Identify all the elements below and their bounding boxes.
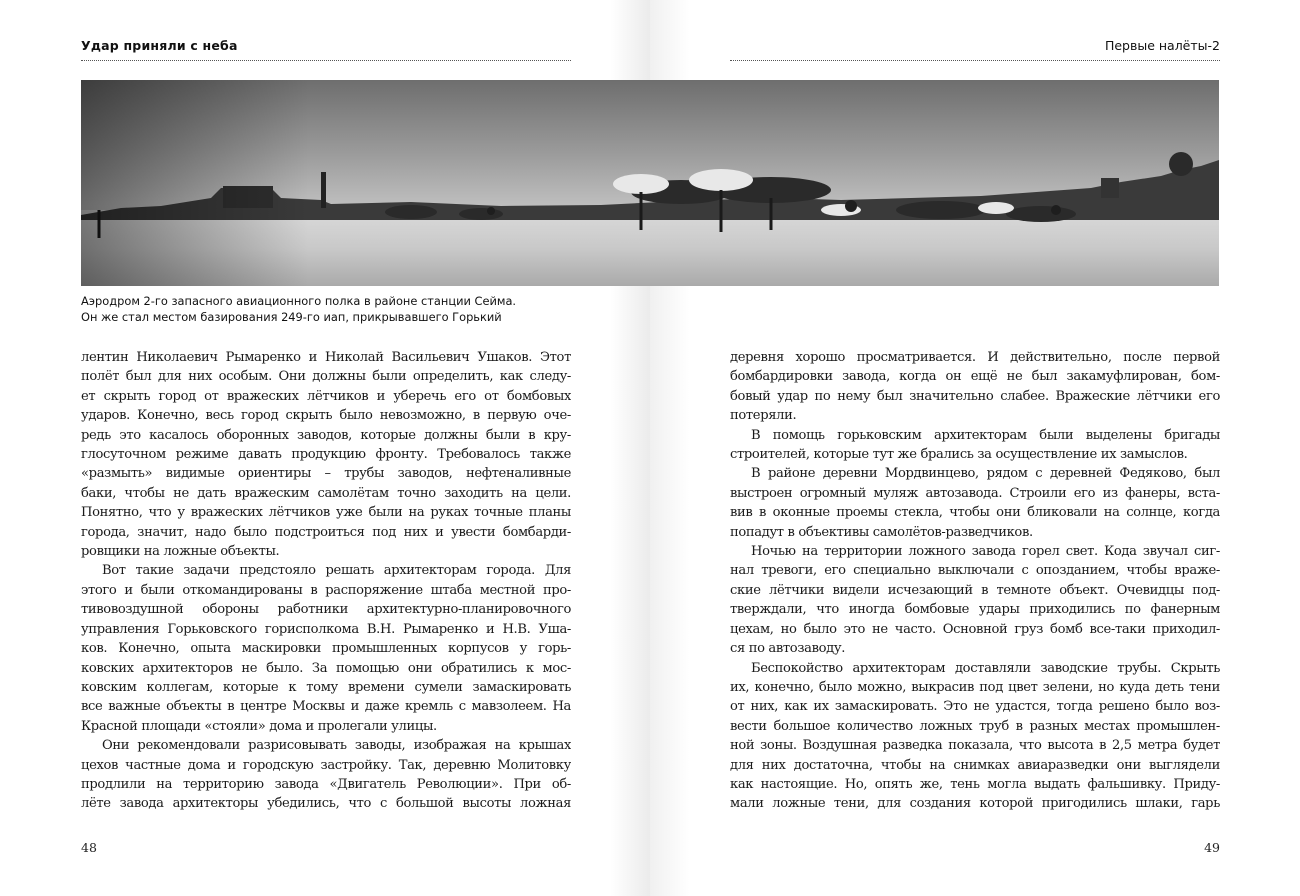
text-line: бовый удар по нему был значительно слабее. Вражеские лётчики его (730, 388, 1220, 404)
text-line: Ночью на территории ложного завода горел свет. Кода звучал сиг- (751, 544, 1220, 560)
text-line: ков. Конечно, опыта маскировки промышленных корпусов у горь- (81, 641, 571, 657)
text-line: ударов. Конечно, весь город скрыть было невозможно, в первую оче- (81, 408, 571, 424)
text-line: все важные объекты в центре Москвы и даже кремль с мавзолеем. На (81, 699, 571, 715)
text-line: полёт был для них особым. Они должны были определить, как следу- (81, 369, 571, 385)
text-line: от них, как их замаскировать. Это не удастся, тогда решено было воз- (730, 699, 1220, 715)
text-line: баки, чтобы не дать вражеским самолётам точно заходить на цели. (81, 485, 571, 501)
text-line: ровщики на ложные объекты. (81, 544, 280, 560)
text-line: потеряли. (730, 408, 797, 424)
header-dotted-rule (730, 60, 1220, 61)
text-line: строителей, которые тут же брались за осуществление их замыслов. (730, 447, 1188, 463)
text-line: города, значит, надо было подстроиться под них и увести бомбарди- (81, 524, 571, 540)
text-line: цехам, но было это не часто. Основной груз бомб все-таки приходил- (730, 621, 1220, 637)
text-line: управления Горьковского горисполкома В.Н. Рымаренко и Н.В. Уша- (81, 621, 571, 637)
header-dotted-rule (81, 60, 571, 61)
photo-caption (81, 293, 581, 325)
text-line: их, конечно, было можно, выкрасив под цвет зелени, но куда деть тени (730, 679, 1220, 695)
text-line: для них достаточна, чтобы на снимках авиаразведки они выглядели (730, 757, 1220, 773)
left-body-text (81, 348, 571, 814)
text-line: В помощь горьковским архитекторам были выделены бригады (751, 427, 1220, 443)
text-line: ковских архитекторов не было. За помощью они обратились к мос- (81, 660, 571, 676)
page-number-right: 49 (1204, 840, 1220, 855)
text-line: нал тревоги, его специально выключали с опозданием, чтобы враже- (730, 563, 1220, 579)
running-head-left: Удар приняли с неба (81, 38, 238, 53)
text-line: глосуточном режиме давать продукцию фронту. Требовалось также (81, 447, 571, 463)
text-line: лентин Николаевич Рымаренко и Николай Васильевич Ушаков. Этот (81, 350, 571, 365)
text-line: ские лётчики видели исчезающий в темноте объект. Очевидцы под- (730, 582, 1220, 598)
text-line: бомбардировки завода, когда он ещё не был закамуфлирован, бом- (730, 369, 1220, 385)
text-line: тверждали, что иногда бомбовые удары приходились по фанерным (730, 602, 1220, 618)
text-line: Вот такие задачи предстояло решать архитекторам города. Для (102, 563, 571, 579)
text-line: В районе деревни Мордвинцево, рядом с деревней Федяково, был (751, 466, 1220, 482)
text-line: продлили на территорию завода «Двигатель Революции». При об- (81, 776, 571, 792)
page-number-left: 48 (81, 840, 97, 855)
text-line: редь это касалось оборонных заводов, которые должны были в кру- (81, 427, 571, 443)
text-line: Беспокойство архитекторам доставляли заводские трубы. Скрыть (751, 660, 1220, 676)
text-line: ся по автозаводу. (730, 641, 846, 657)
text-line: лёте завода архитекторы убедились, что с большой высоты ложная (81, 796, 571, 812)
right-body-text (730, 348, 1220, 814)
text-line: Они рекомендовали разрисовывать заводы, изображая на крышах (102, 738, 571, 754)
text-line: ной зоны. Воздушная разведка показала, что высота в 2,5 метра будет (730, 738, 1220, 754)
text-line: вив в оконные проемы стекла, чтобы они бликовали на солнце, когда (730, 505, 1220, 521)
airfield-photo-image (81, 80, 1219, 286)
text-line: «размыть» видимые ориентиры – трубы заводов, нефтеналивные (81, 466, 571, 482)
text-line: ет скрыть город от вражеских лётчиков и уберечь его от бомбовых (81, 388, 571, 404)
airfield-photo (81, 80, 1219, 286)
text-line: мали ложные тени, для создания которой пригодились шлаки, гарь (730, 796, 1220, 812)
text-line: Понятно, что у вражеских лётчиков уже были на руках точные планы (81, 505, 571, 521)
photo-caption-line: Он же стал местом базирования 249-го иап, прикрывавшего Горький (81, 310, 502, 324)
text-line: попадут в объективы самолётов-разведчиков. (730, 524, 1033, 540)
text-line: деревня хорошо просматривается. И действительно, после первой (730, 350, 1220, 365)
text-line: ковским коллегам, которые к тому времени сумели замаскировать (81, 679, 571, 695)
text-line: выстроен огромный муляж автозавода. Строили его из фанеры, вста- (730, 485, 1220, 501)
text-line: этого и были откомандированы в распоряжение штаба местной про- (81, 582, 571, 598)
photo-caption-line: Аэродром 2-го запасного авиационного полка в районе станции Сейма. (81, 294, 517, 308)
text-line: цехов частные дома и городскую застройку. Так, деревню Молитовку (81, 757, 571, 773)
text-line: как настоящие. Но, опять же, тень могла выдать фальшивку. Приду- (730, 776, 1220, 792)
text-line: вести большое количество ложных труб в разных местах промышлен- (730, 718, 1220, 734)
running-head-right: Первые налёты-2 (1104, 38, 1220, 53)
text-line: тивовоздушной обороны работники архитектурно-планировочного (81, 602, 571, 618)
text-line: Красной площади «стояли» дома и пролегали улицы. (81, 718, 437, 734)
